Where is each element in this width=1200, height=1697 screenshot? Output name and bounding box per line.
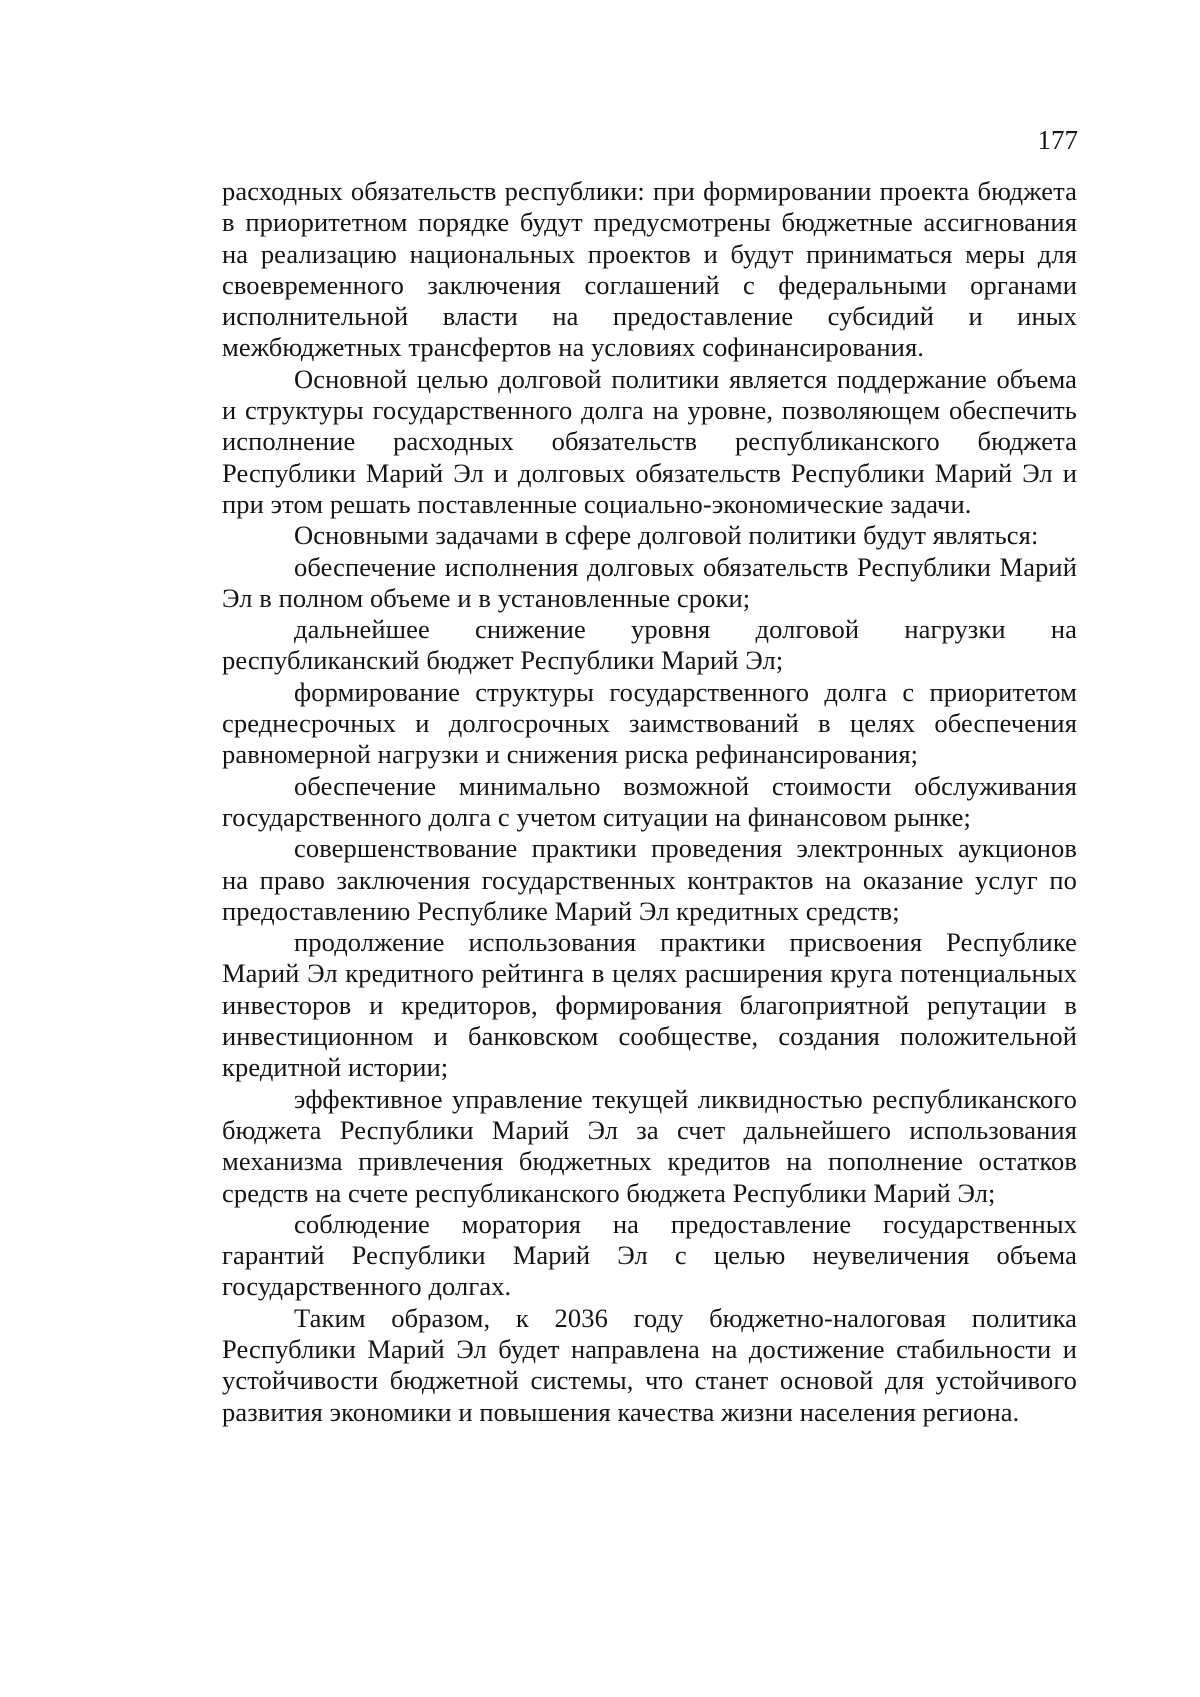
- list-item: совершенствование практики проведения электронных аукционов на право заключения государственных контрактов на оказание услуг по предоставлению Республике Марий Эл кредитных средств;: [222, 833, 1077, 926]
- paragraph-continuation: расходных обязательств республики: при формировании проекта бюджета в приоритетном порядке будут предусмотрены бюджетные ассигнования на реализацию национальных проектов и будут приниматься меры для своевременного заключения соглашений с федеральными органами исполнительной власти на предоставление субсидий и иных межбюджетных трансфертов на условиях софинансирования.: [222, 176, 1077, 363]
- paragraph-conclusion: Таким образом, к 2036 году бюджетно-налоговая политика Республики Марий Эл будет направлена на достижение стабильности и устойчивости бюджетной системы, что станет основой для устойчивого развития экономики и повышения качества жизни населения региона.: [222, 1302, 1077, 1427]
- paragraph-debt-policy-goal: Основной целью долговой политики является поддержание объема и структуры государственного долга на уровне, позволяющем обеспечить исполнение расходных обязательств республиканского бюджета Республики Марий Эл и долговых обязательств Республики Марий Эл и при этом решать поставленные социально-экономические задачи.: [222, 363, 1077, 519]
- list-item: дальнейшее снижение уровня долговой нагрузки на республиканский бюджет Республики Марий Эл;: [222, 614, 1077, 676]
- list-item: эффективное управление текущей ликвидностью республиканского бюджета Республики Марий Эл за счет дальнейшего использования механизма привлечения бюджетных кредитов на пополнение остатков средств на счете республиканского бюджета Республики Марий Эл;: [222, 1083, 1077, 1208]
- list-item: соблюдение моратория на предоставление государственных гарантий Республики Марий Эл с целью неувеличения объема государственного долгах.: [222, 1208, 1077, 1302]
- paragraph-tasks-intro: Основными задачами в сфере долговой политики будут являться:: [294, 520, 1039, 551]
- list-item: обеспечение исполнения долговых обязательств Республики Марий Эл в полном объеме и в установленные сроки;: [222, 551, 1077, 613]
- document-body: [222, 176, 1077, 1428]
- list-item: формирование структуры государственного долга с приоритетом среднесрочных и долгосрочных заимствований в целях обеспечения равномерной нагрузки и снижения риска рефинансирования;: [222, 676, 1077, 770]
- page-number: 177: [1037, 125, 1078, 155]
- list-item: продолжение использования практики присвоения Республике Марий Эл кредитного рейтинга в целях расширения круга потенциальных инвесторов и кредиторов, формирования благоприятной репутации в инвестиционном и банковском сообществе, создания положительной кредитной истории;: [222, 927, 1077, 1083]
- list-item: обеспечение минимально возможной стоимости обслуживания государственного долга с учетом ситуации на финансовом рынке;: [222, 770, 1077, 832]
